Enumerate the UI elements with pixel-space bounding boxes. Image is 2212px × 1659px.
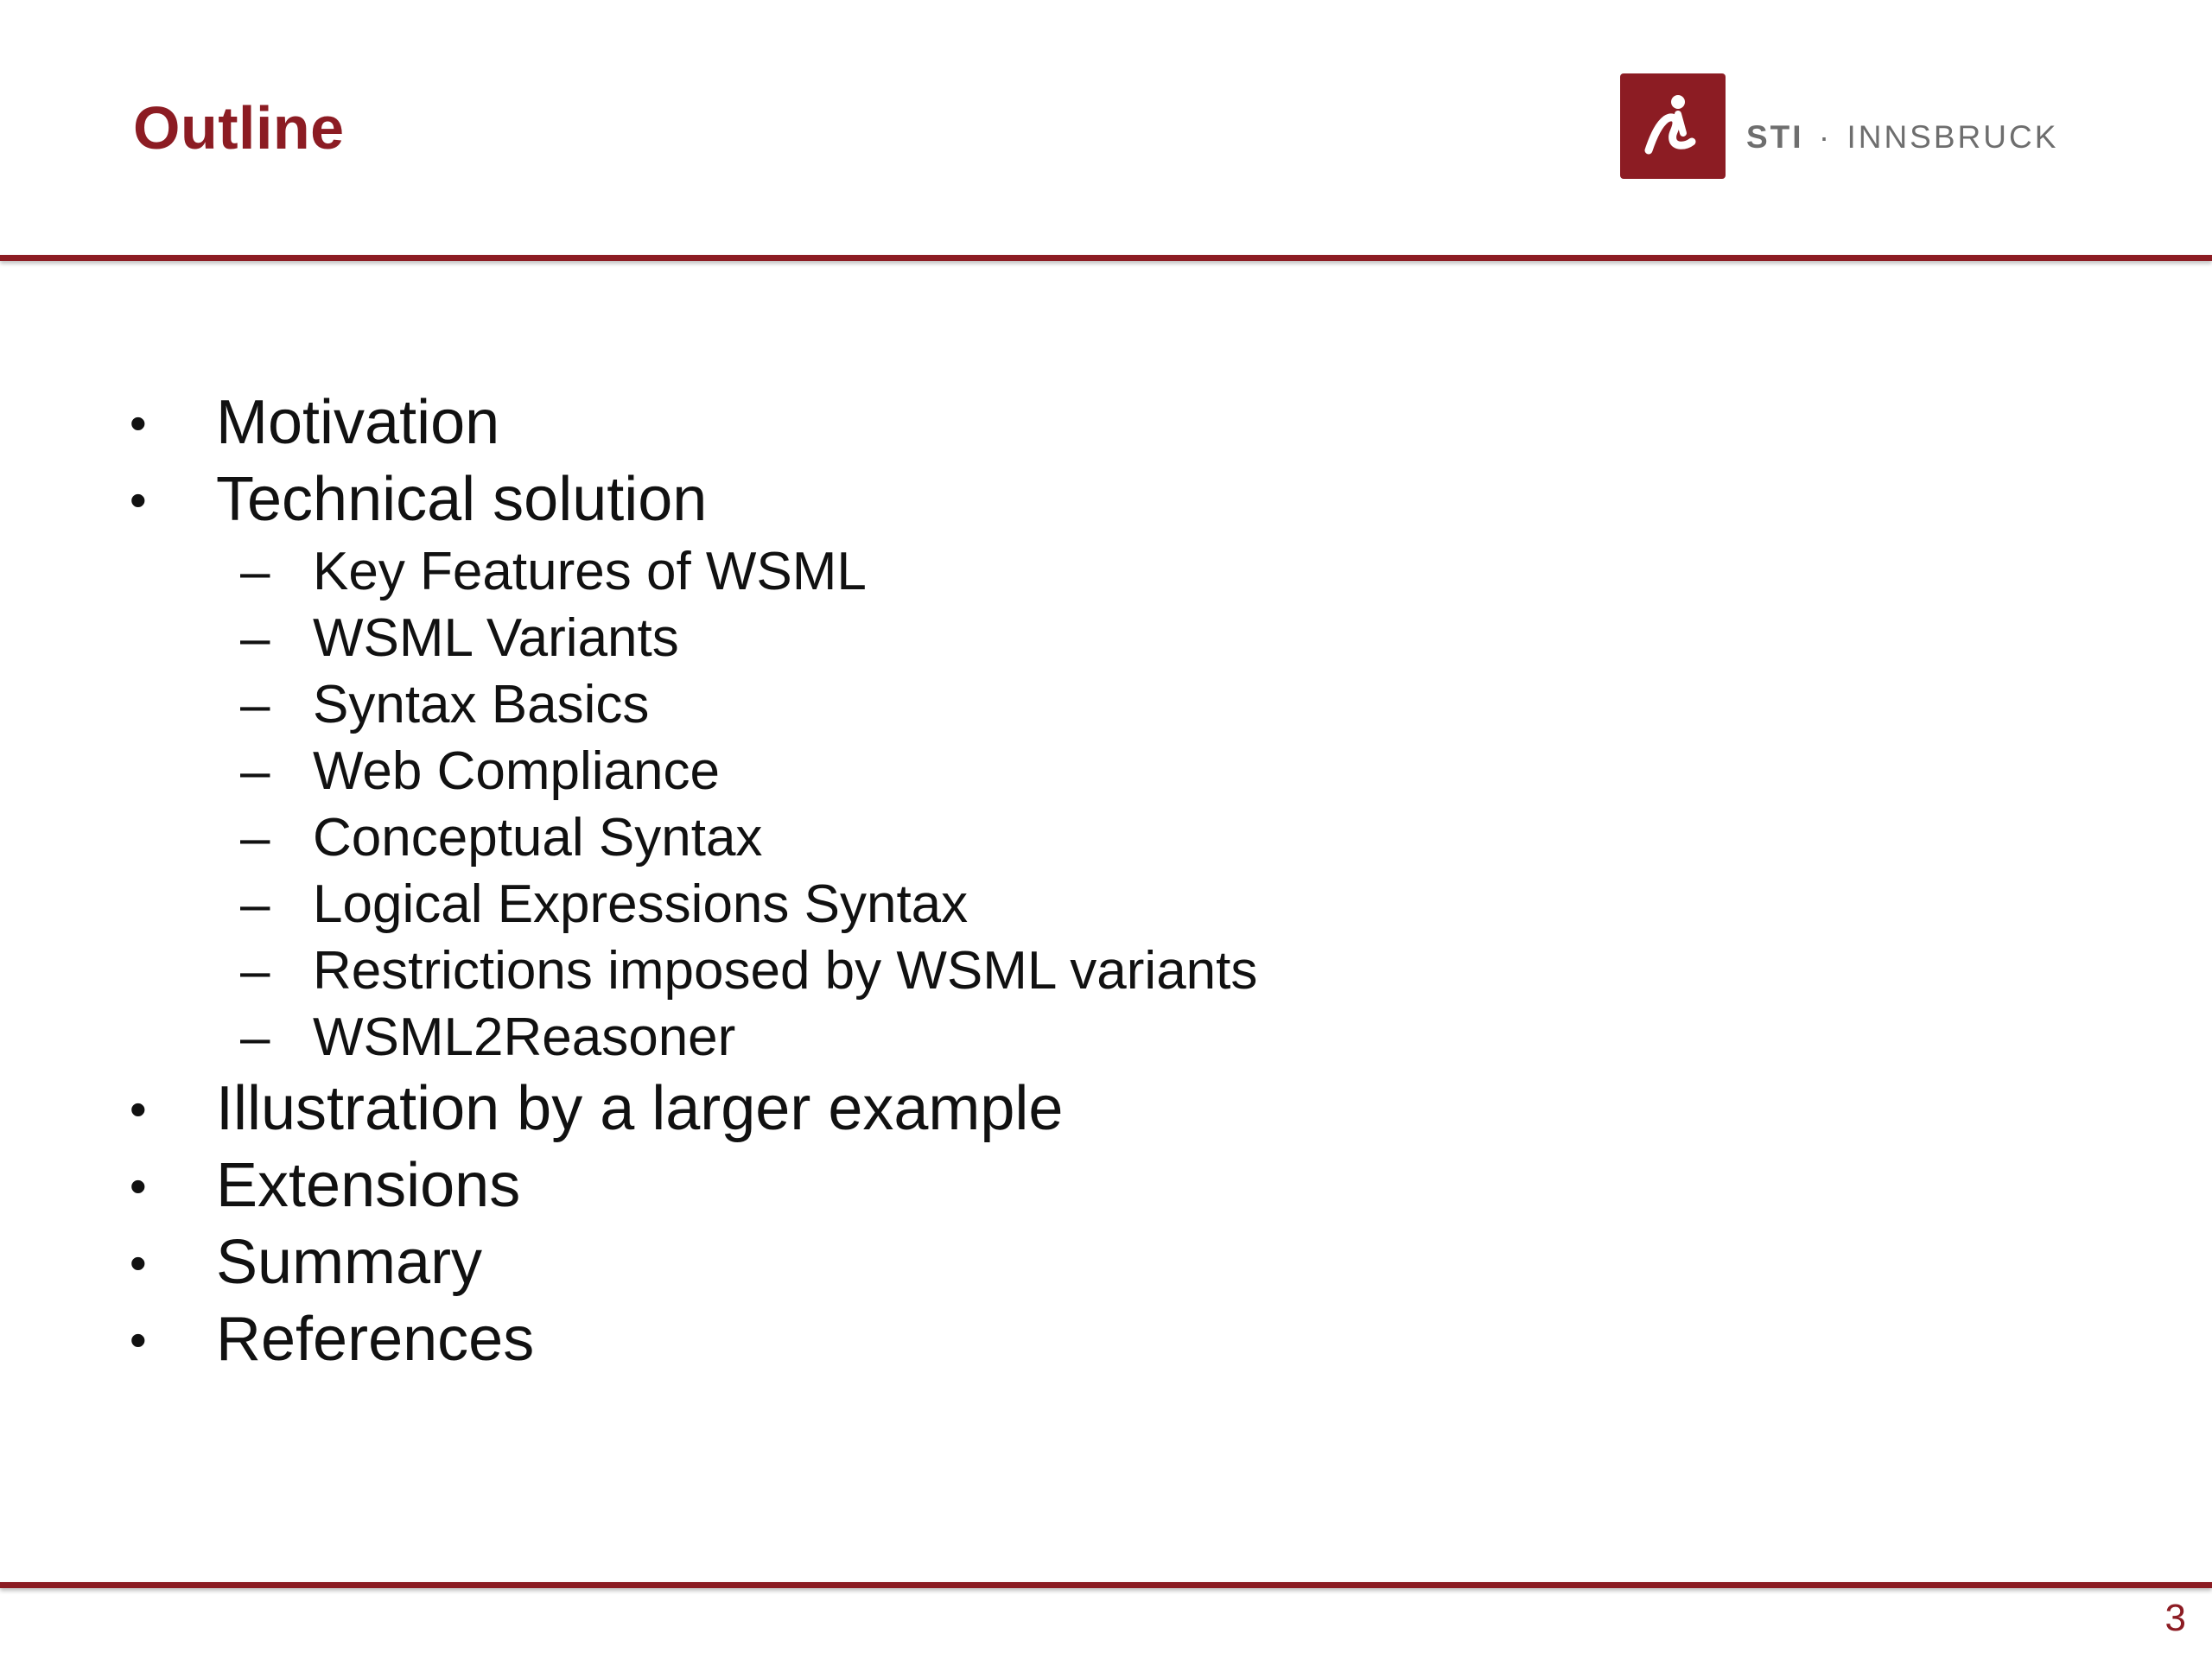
outline-subitem xyxy=(130,1004,2031,1071)
outline-list xyxy=(130,385,2031,1378)
outline-item-illustration xyxy=(130,1071,2031,1147)
dash-marker: – xyxy=(240,542,270,601)
outline-subitem xyxy=(130,738,2031,804)
dash-marker: – xyxy=(240,608,270,668)
sti-innsbruck-logo xyxy=(1620,73,2058,179)
bullet-marker: • xyxy=(130,396,147,450)
logo-location: INNSBRUCK xyxy=(1847,119,2059,155)
outline-item-label: Motivation xyxy=(216,388,500,457)
outline-item-label: Illustration by a larger example xyxy=(216,1074,1064,1143)
footer-divider xyxy=(0,1582,2212,1588)
bullet-marker: • xyxy=(130,1313,147,1367)
dash-marker: – xyxy=(240,941,270,1001)
slide-title: Outline xyxy=(133,94,345,162)
outline-subitem-label: Syntax Basics xyxy=(313,675,650,734)
outline-item-label: Summary xyxy=(216,1228,483,1297)
logo-wordmark xyxy=(1746,119,2058,156)
outline-item-references xyxy=(130,1301,2031,1378)
dash-marker: – xyxy=(240,741,270,801)
outline-subitem-label: Web Compliance xyxy=(313,741,720,801)
bullet-marker: • xyxy=(130,1236,147,1290)
outline-subitem xyxy=(130,938,2031,1004)
sti-figure-icon xyxy=(1620,73,1726,179)
outline-item-motivation xyxy=(130,385,2031,461)
bullet-marker: • xyxy=(130,1082,147,1136)
logo-brand: STI xyxy=(1746,119,1804,155)
dash-marker: – xyxy=(240,808,270,868)
outline-subitem-label: WSML2Reasoner xyxy=(313,1007,736,1067)
dash-marker: – xyxy=(240,1007,270,1067)
outline-subitem-label: Conceptual Syntax xyxy=(313,808,763,868)
outline-item-label: Technical solution xyxy=(216,465,708,534)
dash-marker: – xyxy=(240,874,270,934)
outline-subitem xyxy=(130,871,2031,938)
dash-marker: – xyxy=(240,675,270,734)
outline-subitem xyxy=(130,671,2031,738)
outline-item-summary xyxy=(130,1224,2031,1301)
outline-subitem xyxy=(130,804,2031,871)
bullet-marker: • xyxy=(130,1159,147,1213)
outline-subitem xyxy=(130,538,2031,605)
logo-separator: · xyxy=(1818,119,1833,155)
outline-subitem-label: WSML Variants xyxy=(313,608,679,668)
page-number: 3 xyxy=(2164,1597,2186,1639)
outline-subitem xyxy=(130,605,2031,671)
outline-subitem-label: Logical Expressions Syntax xyxy=(313,874,969,934)
bullet-marker: • xyxy=(130,473,147,527)
outline-item-extensions xyxy=(130,1147,2031,1224)
outline-subitem-label: Restrictions imposed by WSML variants xyxy=(313,941,1258,1001)
outline-item-label: Extensions xyxy=(216,1151,521,1220)
outline-item-label: References xyxy=(216,1305,535,1374)
header-divider xyxy=(0,255,2212,261)
outline-subitem-label: Key Features of WSML xyxy=(313,542,867,601)
outline-item-technical-solution xyxy=(130,461,2031,538)
